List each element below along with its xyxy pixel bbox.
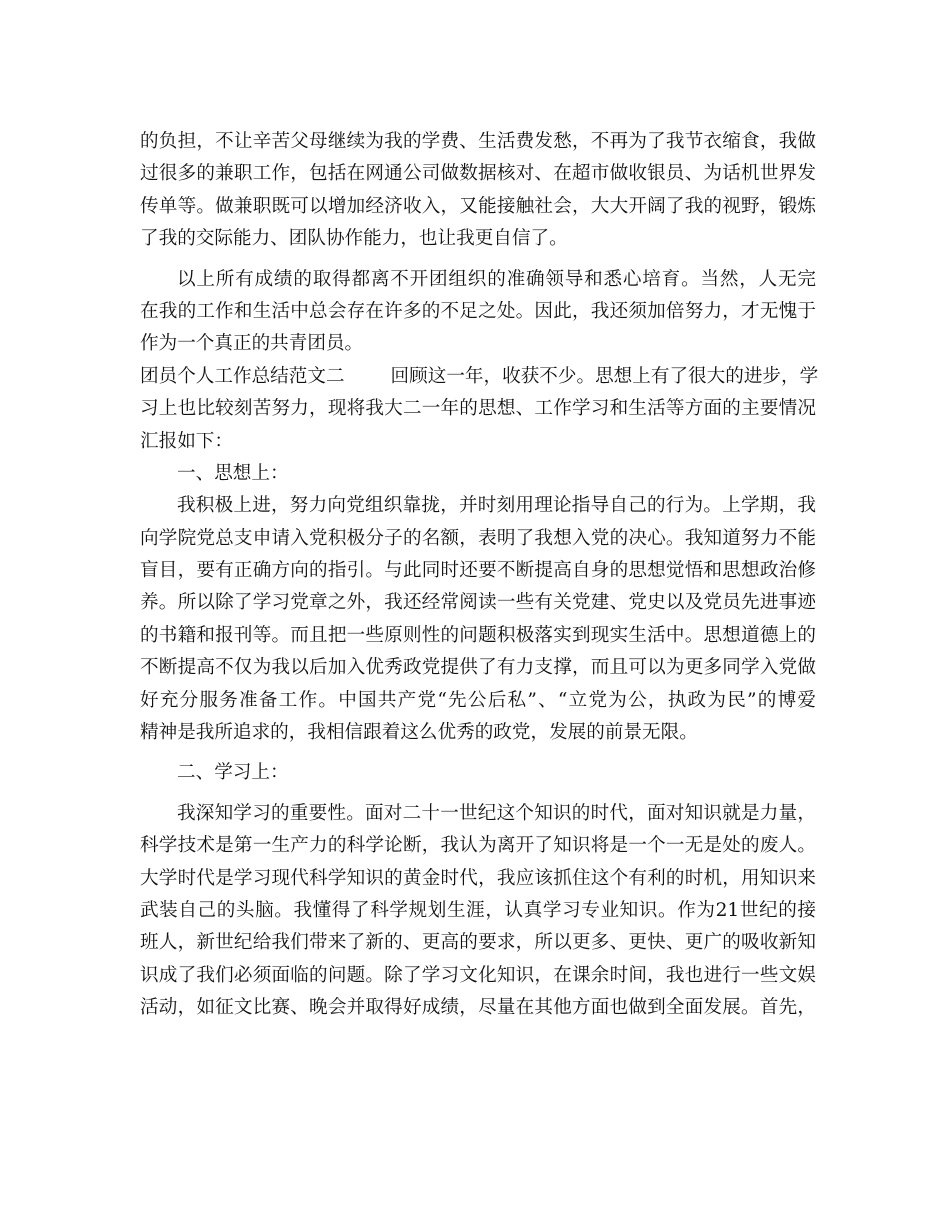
text-line: 了我的交际能力、团队协作能力，也让我更自信了。 — [140, 228, 568, 250]
text-line: 传单等。做兼职既可以增加经济收入，又能接触社会，大大开阔了我的视野，锻炼 — [140, 195, 816, 217]
text-line — [140, 361, 819, 393]
paragraph-gap — [140, 790, 816, 798]
text-line: 在我的工作和生活中总会存在许多的不足之处。因此，我还须加倍努力，才无愧于 — [140, 300, 816, 322]
text-line: 科学技术是第一生产力的科学论断，我认为离开了知识将是一个一无是处的废人。 — [140, 835, 816, 857]
text-line: 武装自己的头脑。我懂得了科学规划生涯，认真学习专业知识。作为21世纪的接 — [140, 899, 816, 921]
text-line: 习上也比较刻苦努力，现将我大二一年的思想、工作学习和生活等方面的主要情况 — [140, 398, 816, 420]
text-line: 作为一个真正的共青团员。 — [140, 333, 364, 355]
text-line: 汇报如下： — [140, 430, 233, 452]
text-line: 精神是我所追求的，我相信跟着这么优秀的政党，发展的前景无限。 — [140, 722, 698, 744]
text-line: 二、学习上： — [177, 762, 289, 784]
text-line: 不断提高不仅为我以后加入优秀政党提供了有力支撑，而且可以为更多同学入党做 — [140, 657, 816, 679]
text-line: 我深知学习的重要性。面对二十一世纪这个知识的时代，面对知识就是力量， — [177, 802, 816, 824]
text-line: 活动，如征文比赛、晚会并取得好成绩，尽量在其他方面也做到全面发展。首先， — [140, 997, 816, 1019]
text-line: 班人，新世纪给我们带来了新的、更高的要求，所以更多、更快、更广的吸收新知 — [140, 932, 816, 954]
text-line: 的负担，不让辛苦父母继续为我的学费、生活费发愁，不再为了我节衣缩食，我做 — [140, 131, 816, 152]
text-line: 我积极上进，努力向党组织靠拢，并时刻用理论指导自己的行为。上学期，我 — [177, 495, 816, 517]
text-line: 过很多的兼职工作，包括在网通公司做数据核对、在超市做收银员、为话机世界发 — [140, 163, 816, 185]
text-line: 养。所以除了学习党章之外，我还经常阅读一些有关党建、党史以及党员先进事迹 — [140, 592, 816, 614]
text-line: 大学时代是学习现代科学知识的黄金时代，我应该抓住这个有利的时机，用知识来 — [140, 867, 816, 889]
text-line: 以上所有成绩的取得都离不开团组织的准确领导和悉心培育。当然，人无完 — [177, 268, 816, 290]
paragraph-gap — [140, 749, 816, 757]
text-line: 的书籍和报刊等。而且把一些原则性的问题积极落实到现实生活中。思想道德上的 — [140, 624, 816, 646]
text-span: 回顾这一年，收获不少。思想上有了很大的进步，学 — [390, 365, 819, 387]
section-heading: 团员个人工作总结范文二 — [140, 365, 345, 387]
text-line: 向学院党总支申请入党积极分子的名额，表明了我想入党的决心。我知道努力不能 — [140, 527, 816, 549]
text-line: 好充分服务准备工作。中国共产党“先公后私”、“立党为公，执政为民”的博爱 — [140, 689, 816, 711]
paragraph-gap — [140, 256, 816, 264]
document-body — [140, 126, 819, 1025]
text-line: 识成了我们必须面临的问题。除了学习文化知识，在课余时间，我也进行一些文娱 — [140, 964, 816, 986]
text-line: 盲目，要有正确方向的指引。与此同时还要不断提高自身的思想觉悟和思想政治修 — [140, 560, 816, 582]
text-line: 一、思想上： — [177, 462, 289, 484]
